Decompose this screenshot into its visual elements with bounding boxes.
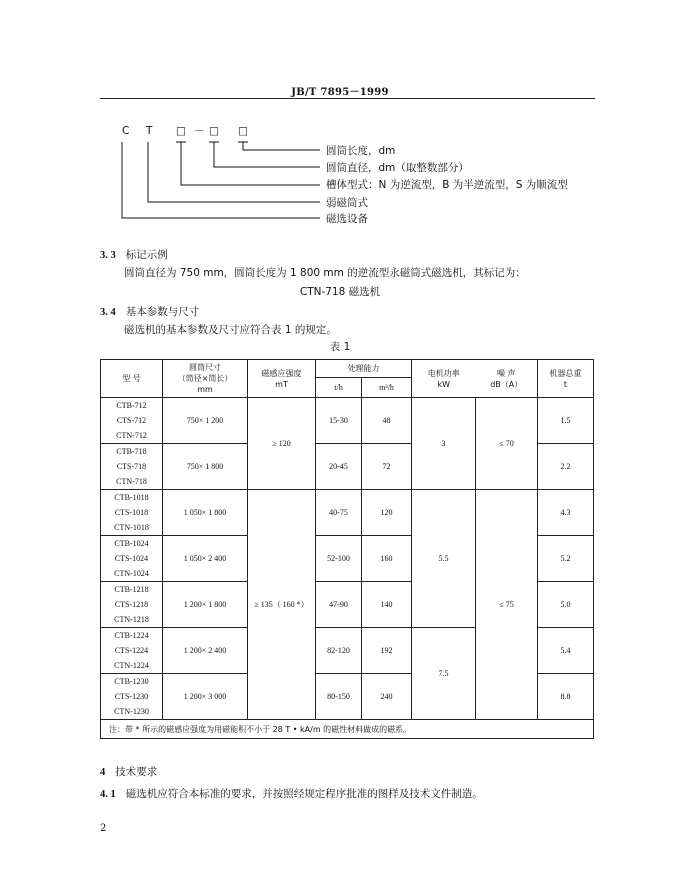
- section-3-4-text: 磁选机的基本参数及尺寸应符合表 1 的规定。: [124, 324, 337, 336]
- model-cts: CTS-1018: [114, 508, 149, 517]
- capacity-th-cell: 47-90: [316, 582, 362, 628]
- model-cts: CTS-1230: [114, 692, 149, 701]
- section-4-1-paragraph: [100, 786, 483, 801]
- header-field-strength: [248, 360, 316, 398]
- field-strength-cell: ≥ 120: [248, 398, 316, 490]
- section-3-4-heading: [100, 304, 199, 319]
- header-capacity: 处理能力: [316, 360, 412, 378]
- leader-line-equipment: [122, 142, 320, 218]
- section-number: 3. 4: [100, 307, 116, 318]
- weight-cell: 1.5: [538, 398, 594, 444]
- noise-cell: ≤ 75: [476, 490, 538, 720]
- model-ctn: CTN-718: [116, 477, 147, 486]
- model-cts: CTS-1218: [114, 600, 149, 609]
- weight-cell: 4.3: [538, 490, 594, 536]
- capacity-th-cell: 52-100: [316, 536, 362, 582]
- cylinder-size-cell: 1 200× 3 000: [163, 674, 248, 720]
- capacity-m3-cell: 192: [362, 628, 412, 674]
- marking-example: CTN-718 磁选机: [299, 286, 381, 298]
- model-ctb: CTB-1024: [114, 539, 149, 548]
- table-caption: 表 1: [329, 341, 351, 353]
- header-rule: [100, 98, 595, 99]
- table-row: [101, 398, 163, 444]
- label-weak-magnetic-drum: 弱磁筒式: [326, 197, 368, 209]
- field-strength-cell: ≥ 135（ 160 *）: [248, 490, 316, 720]
- header-motor-power: [412, 360, 476, 398]
- model-ctn: CTN-712: [116, 431, 147, 440]
- model-ctb: CTB-1218: [114, 585, 149, 594]
- cylinder-size-cell: 1 050× 1 800: [163, 490, 248, 536]
- header-power-line-2: kW: [437, 379, 451, 389]
- model-cts: CTS-712: [116, 416, 147, 425]
- model-ctn: CTN-1224: [114, 661, 149, 670]
- table-row: [101, 628, 163, 674]
- parameter-table: [100, 359, 594, 739]
- section-3-3-text: 圆筒直径为 750 mm，圆筒长度为 1 800 mm 的逆流型永磁筒式磁选机，其标记为：: [124, 267, 526, 279]
- motor-power-cell: 3: [412, 398, 476, 490]
- table-row: [101, 674, 163, 720]
- header-power-line-1: 电机功率: [427, 368, 460, 378]
- header-size-line-1: 圆筒尺寸: [189, 363, 221, 372]
- capacity-th-cell: 80-150: [316, 674, 362, 720]
- motor-power-cell: 5.5: [412, 490, 476, 628]
- capacity-th-cell: 82-120: [316, 628, 362, 674]
- motor-power-cell: 7.5: [412, 628, 476, 720]
- table-row: [101, 536, 163, 582]
- code-box-diameter: □: [209, 125, 219, 137]
- capacity-m3-cell: 160: [362, 536, 412, 582]
- model-ctn: CTN-1230: [114, 707, 149, 716]
- header-cylinder-size: [163, 360, 248, 398]
- capacity-m3-cell: 120: [362, 490, 412, 536]
- model-ctb: CTB-1224: [114, 631, 149, 640]
- capacity-m3-cell: 72: [362, 444, 412, 490]
- model-ctn: CTN-1218: [114, 615, 149, 624]
- model-code-diagram: [100, 118, 600, 230]
- code-box-trough: □: [176, 125, 186, 137]
- header-field-line-1: 磁感应强度: [261, 368, 302, 378]
- section-number: 4: [100, 767, 106, 778]
- header-noise: [476, 360, 538, 398]
- code-letter-c: C: [122, 125, 130, 137]
- table-row: [101, 444, 163, 490]
- weight-cell: 2.2: [538, 444, 594, 490]
- label-cylinder-diameter: 圆筒直径，dm（取整数部分）: [326, 162, 469, 174]
- standard-code-header: JB/T 7895－1999: [291, 87, 389, 98]
- leader-line-length: [243, 142, 320, 150]
- page-number: 2: [100, 823, 107, 834]
- cylinder-size-cell: 1 200× 2 400: [163, 628, 248, 674]
- model-ctb: CTB-1230: [114, 677, 149, 686]
- section-title: 标记示例: [125, 249, 168, 261]
- header-size-line-3: mm: [197, 385, 213, 394]
- cylinder-size-cell: 750× 1 800: [163, 444, 248, 490]
- cylinder-size-cell: 1 050× 2 400: [163, 536, 248, 582]
- section-text: 磁选机应符合本标准的要求，并按照经规定程序批准的图样及技术文件制造。: [125, 788, 483, 800]
- model-ctn: CTN-1018: [114, 523, 149, 532]
- header-model: 型 号: [101, 360, 163, 398]
- capacity-m3-cell: 140: [362, 582, 412, 628]
- capacity-m3-cell: 48: [362, 398, 412, 444]
- model-ctb: CTB-718: [116, 447, 147, 456]
- section-title: 技术要求: [115, 766, 158, 778]
- header-size-line-2: （筒径×筒长）: [177, 374, 233, 383]
- leader-line-diameter: [214, 142, 320, 167]
- model-ctb: CTB-1018: [114, 493, 149, 502]
- model-cts: CTS-1024: [114, 554, 149, 563]
- weight-cell: 5.4: [538, 628, 594, 674]
- header-capacity-m3: m³/h: [362, 378, 412, 398]
- code-letter-t: T: [146, 125, 153, 137]
- capacity-m3-cell: 240: [362, 674, 412, 720]
- code-dash: －: [194, 125, 205, 137]
- label-magnetic-equipment: 磁选设备: [326, 213, 368, 225]
- section-number: 3. 3: [100, 250, 116, 261]
- leader-line-trough-type: [181, 142, 320, 185]
- table-row: [101, 490, 163, 536]
- header-weight-line-2: t: [563, 379, 568, 389]
- weight-cell: 5.2: [538, 536, 594, 582]
- model-ctn: CTN-1024: [114, 569, 149, 578]
- header-noise-line-1: 噪 声: [496, 368, 516, 378]
- table-row: [101, 582, 163, 628]
- capacity-th-cell: 40-75: [316, 490, 362, 536]
- model-ctb: CTB-712: [116, 401, 147, 410]
- section-3-3-heading: [100, 247, 168, 262]
- capacity-th-cell: 15-30: [316, 398, 362, 444]
- cylinder-size-cell: 1 200× 1 800: [163, 582, 248, 628]
- header-field-line-2: mT: [275, 379, 288, 389]
- section-number: 4. 1: [100, 789, 116, 800]
- capacity-th-cell: 20-45: [316, 444, 362, 490]
- cylinder-size-cell: 750× 1 200: [163, 398, 248, 444]
- header-noise-line-2: dB（A）: [490, 379, 523, 389]
- label-trough-type: 槽体型式：N 为逆流型，B 为半逆流型，S 为顺流型: [326, 179, 568, 191]
- header-total-weight: [538, 360, 594, 398]
- table-note: 注：带 * 所示的磁感应强度为用磁能积不小于 28 T • kA/m 的磁性材料做成的磁系。: [101, 720, 594, 739]
- leader-line-weak-magnetic: [148, 142, 320, 202]
- header-weight-line-1: 机器总重: [549, 368, 582, 378]
- section-4-heading: [100, 764, 157, 779]
- label-cylinder-length: 圆筒长度，dm: [326, 145, 396, 157]
- section-title: 基本参数与尺寸: [125, 306, 200, 318]
- model-cts: CTS-718: [116, 462, 147, 471]
- weight-cell: 5.0: [538, 582, 594, 628]
- code-box-length: □: [238, 125, 248, 137]
- header-capacity-th: t/h: [316, 378, 362, 398]
- noise-cell: ≤ 70: [476, 398, 538, 490]
- weight-cell: 8.8: [538, 674, 594, 720]
- model-cts: CTS-1224: [114, 646, 149, 655]
